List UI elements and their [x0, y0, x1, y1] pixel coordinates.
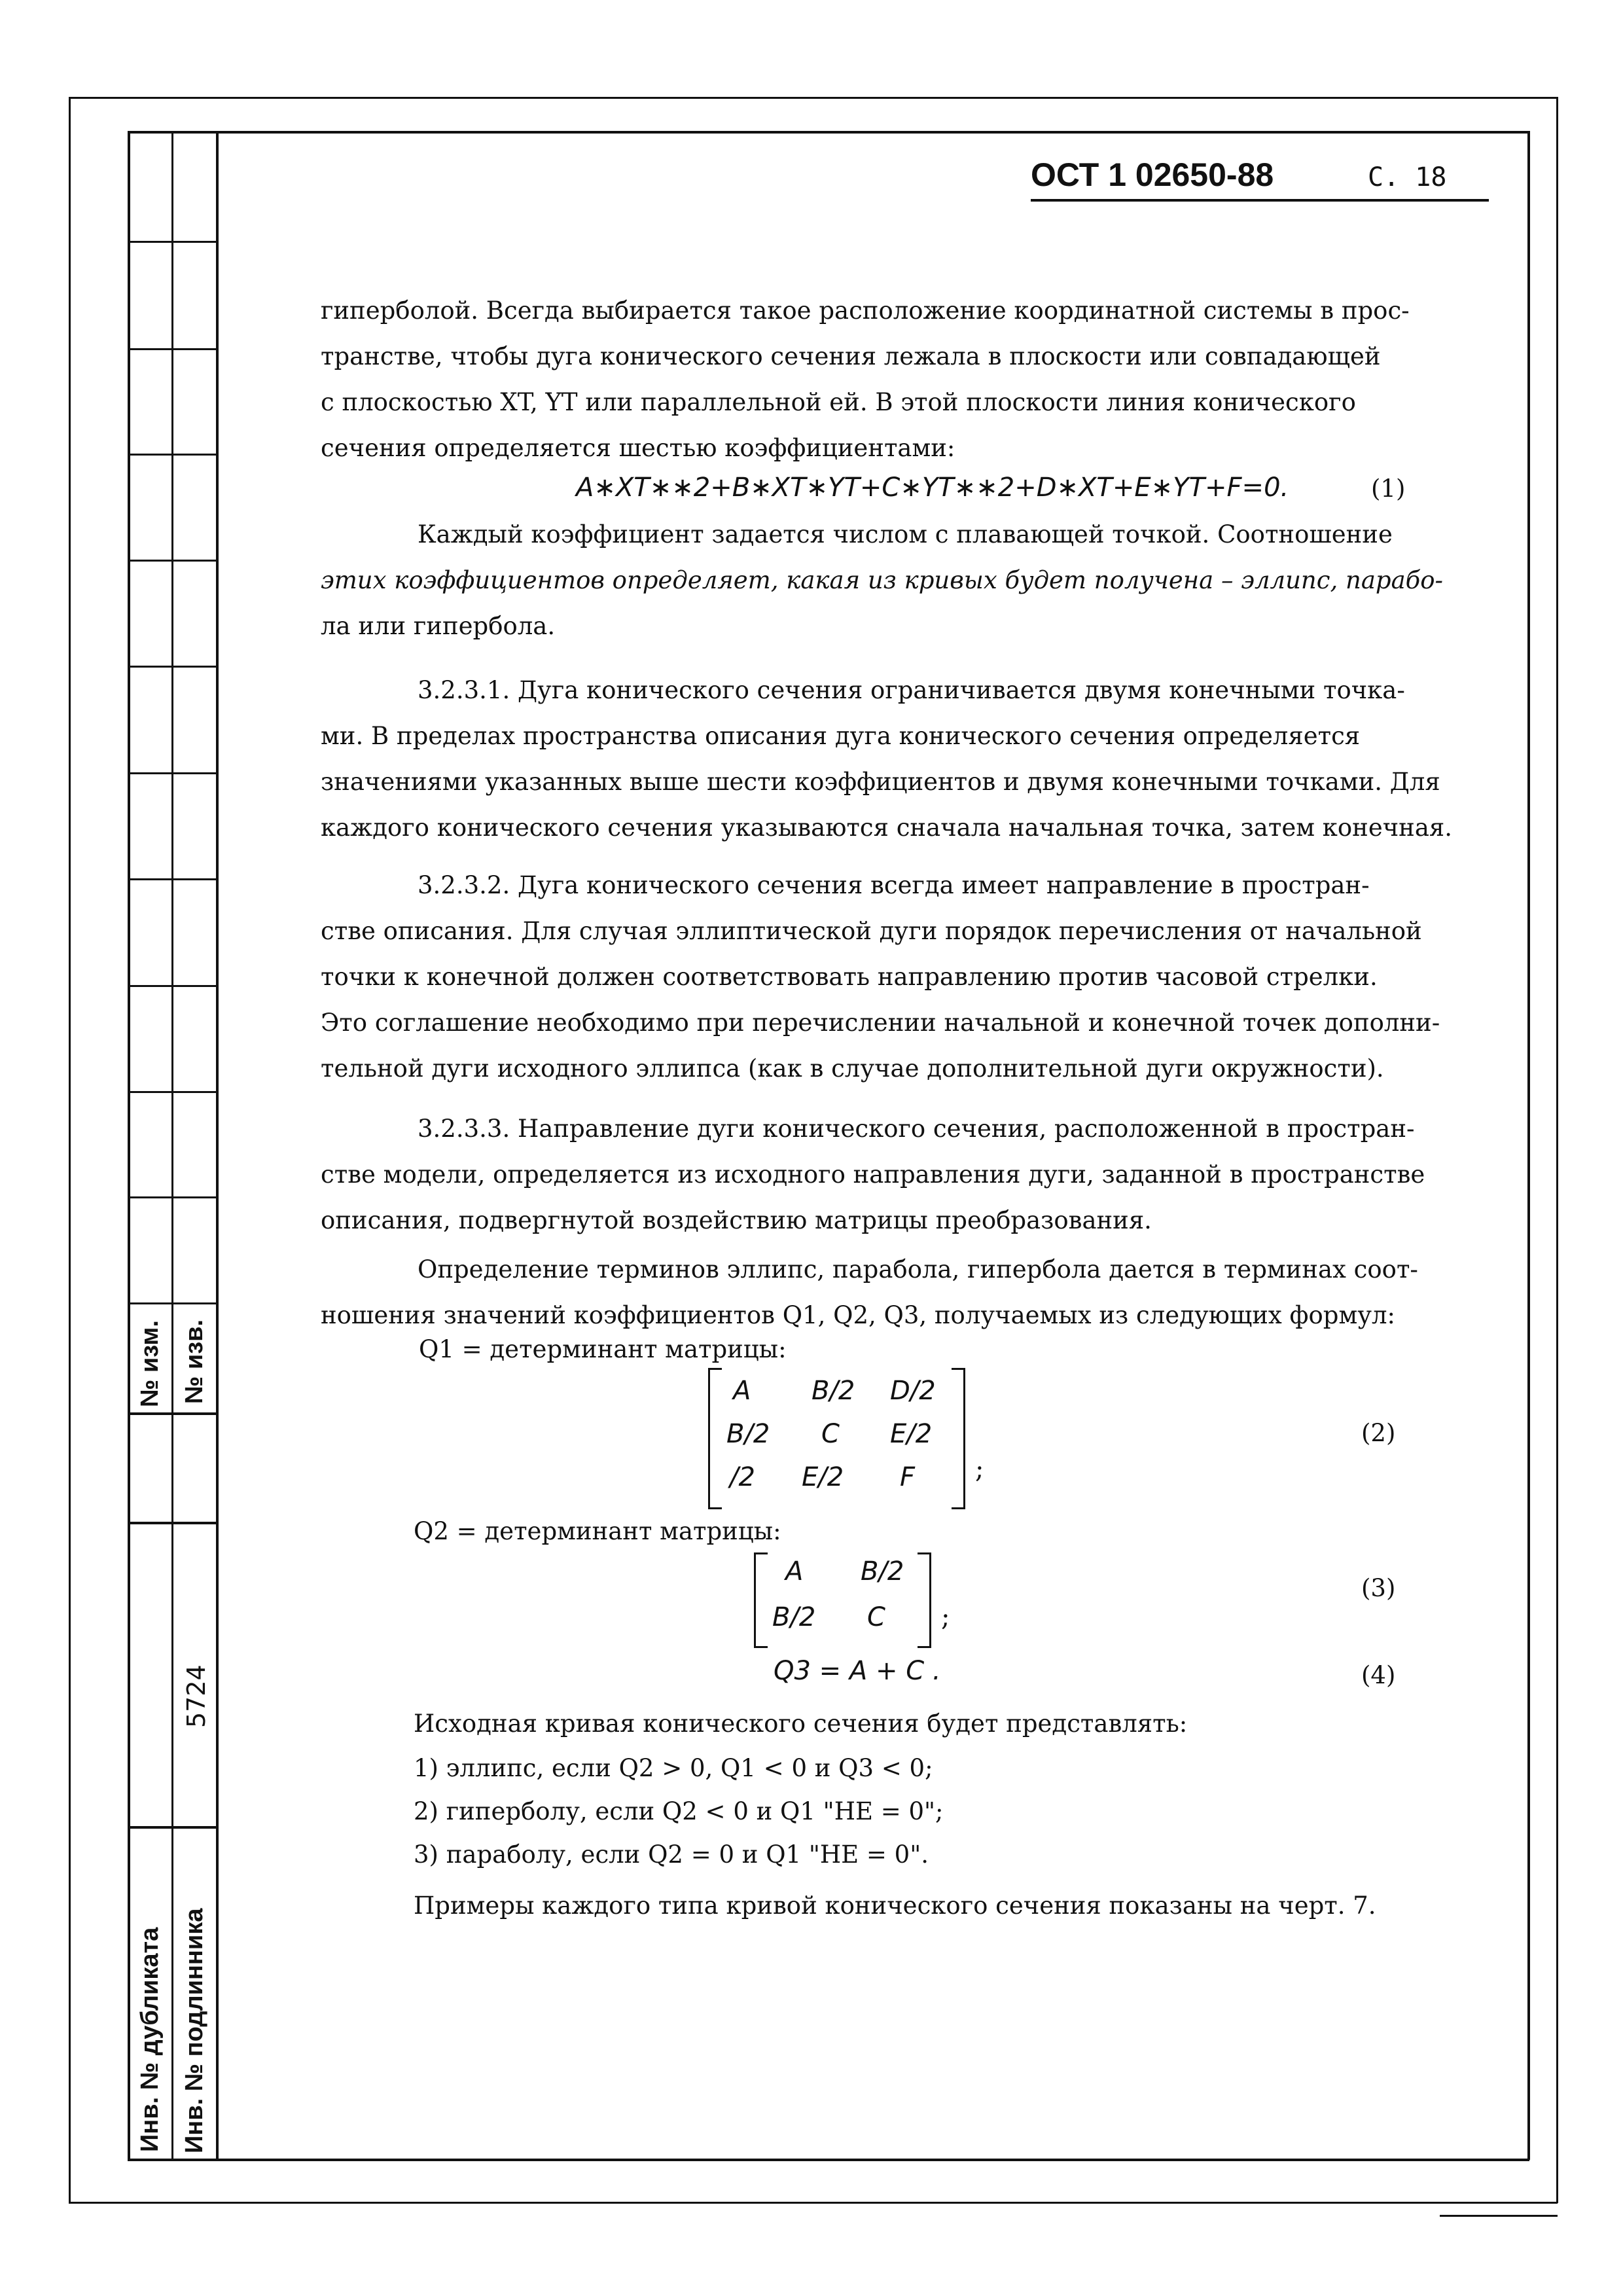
- side-grid: [128, 1196, 217, 1198]
- matrix-cell: B/2: [861, 1556, 904, 1587]
- matrix-cell: B/2: [726, 1419, 770, 1449]
- side-grid: [128, 666, 217, 668]
- outer-frame-bottom: [69, 2202, 1558, 2204]
- list-item: 1) эллипс, если Q2 > 0, Q1 < 0 и Q3 < 0;: [414, 1754, 933, 1782]
- side-grid: [128, 772, 217, 774]
- text-line: 3.2.3.2. Дуга конического сечения всегда имеет направление в простран-: [418, 871, 1370, 899]
- side-grid: [128, 241, 217, 243]
- equation-3-number: (3): [1361, 1574, 1396, 1602]
- curve-intro: Исходная кривая конического сечения будет представлять:: [414, 1710, 1188, 1738]
- text-line: ми. В пределах пространства описания дуга конического сечения определяется: [321, 722, 1361, 750]
- side-grid: [128, 560, 217, 562]
- text-line: ла или гипербола.: [321, 612, 556, 640]
- paragraph: [321, 668, 1453, 851]
- matrix-cell: C: [821, 1419, 840, 1449]
- matrix-cell: /2: [730, 1462, 755, 1492]
- matrix-cell: B/2: [812, 1376, 855, 1406]
- matrix-cell: F: [900, 1462, 916, 1492]
- matrix-1-terminator: ;: [975, 1454, 984, 1484]
- text-line: транстве, чтобы дуга конического сечения лежала в плоскости или совпадающей: [321, 342, 1381, 370]
- side-grid: [128, 1412, 217, 1415]
- matrix-1-right-bracket: [952, 1368, 965, 1509]
- side-number: 5724: [182, 1664, 211, 1728]
- q1-label: Q1 = детерминант матрицы:: [419, 1335, 787, 1363]
- side-grid: [128, 878, 217, 880]
- text-line: гиперболой. Всегда выбирается такое расположение координатной системы в прос-: [321, 296, 1410, 325]
- side-grid: [128, 1091, 217, 1093]
- equation-1-number: (1): [1371, 475, 1406, 503]
- matrix-2-right-bracket: [918, 1552, 931, 1648]
- text-line: тельной дуги исходного эллипса (как в случае дополнительной дуги окружности).: [321, 1054, 1384, 1083]
- list-item: 3) параболу, если Q2 = 0 и Q1 "HE = 0".: [414, 1840, 929, 1869]
- matrix-cell: A: [733, 1376, 751, 1406]
- side-grid: [128, 1302, 217, 1304]
- text-line: описания, подвергнутой воздействию матрицы преобразования.: [321, 1206, 1152, 1234]
- inner-frame-left: [128, 131, 130, 2160]
- text-line: стве описания. Для случая эллиптической дуги порядок перечисления от начальной: [321, 917, 1422, 945]
- closing-sentence: Примеры каждого типа кривой конического сечения показаны на черт. 7.: [414, 1892, 1376, 1920]
- side-grid: [128, 348, 217, 350]
- podl-label: Инв. № подлинника: [181, 1908, 208, 2153]
- text-line: 3.2.3.3. Направление дуги конического сечения, расположенной в простран-: [418, 1115, 1415, 1143]
- standard-code: ОСТ 1 02650-88: [1031, 156, 1274, 193]
- matrix-2-terminator: ;: [941, 1602, 950, 1632]
- izv-label: № изв.: [181, 1319, 208, 1404]
- inner-frame-divider-2: [216, 131, 219, 2160]
- header-underline: [1031, 199, 1489, 202]
- inner-frame-divider-1: [171, 131, 173, 2160]
- paragraph: [321, 288, 1446, 471]
- text-line: с плоскостью XT, YT или параллельной ей. В этой плоскости линия конического: [321, 388, 1356, 416]
- equation-4-number: (4): [1361, 1661, 1396, 1689]
- text-line: Определение терминов эллипс, парабола, гипербола дается в терминах соот-: [418, 1255, 1418, 1283]
- equation-4: Q3 = A + C .: [774, 1656, 941, 1686]
- text-line: 3.2.3.1. Дуга конического сечения ограничивается двумя конечными точка-: [418, 676, 1405, 704]
- paragraph: [321, 1247, 1446, 1338]
- matrix-cell: C: [867, 1602, 885, 1632]
- side-grid: [128, 985, 217, 987]
- text-line: точки к конечной должен соответствовать направлению против часовой стрелки.: [321, 963, 1378, 991]
- matrix-2-left-bracket: [754, 1552, 768, 1648]
- outer-frame-top: [69, 97, 1558, 99]
- paragraph: [321, 1106, 1446, 1244]
- page-number: С. 18: [1368, 162, 1447, 192]
- matrix-cell: D/2: [890, 1376, 936, 1406]
- matrix-cell: B/2: [772, 1602, 816, 1632]
- text-line: Это соглашение необходимо при перечислении начальной и конечной точек дополни-: [321, 1009, 1440, 1037]
- side-grid: [128, 1522, 217, 1524]
- text-line: стве модели, определяется из исходного направления дуги, заданной в пространстве: [321, 1160, 1425, 1189]
- matrix-cell: E/2: [890, 1419, 933, 1449]
- equation-2-number: (2): [1361, 1419, 1396, 1447]
- paragraph: [321, 863, 1446, 1092]
- equation-1: A∗XT∗∗2+B∗XT∗YT+C∗YT∗∗2+D∗XT+E∗YT+F=0.: [576, 473, 1289, 503]
- text-line: ношения значений коэффициентов Q1, Q2, Q3, получаемых из следующих формул:: [321, 1301, 1396, 1329]
- text-line: Каждый коэффициент задается числом с плавающей точкой. Соотношение: [418, 520, 1393, 548]
- text-line: этих коэффициентов определяет, какая из кривых будет получена – эллипс, парабо-: [321, 566, 1443, 594]
- side-grid: [128, 454, 217, 456]
- text-line: каждого конического сечения указываются сначала начальная точка, затем конечная.: [321, 814, 1453, 842]
- matrix-1-left-bracket: [708, 1368, 722, 1509]
- inner-frame-right: [1527, 131, 1530, 2160]
- text-line: значениями указанных выше шести коэффициентов и двумя конечными точками. Для: [321, 768, 1440, 796]
- text-line: сечения определяется шестью коэффициентами:: [321, 434, 955, 462]
- scan-mark-bottom: [1440, 2215, 1558, 2217]
- outer-frame-left: [69, 97, 71, 2203]
- side-grid: [128, 1826, 217, 1829]
- paragraph: [321, 512, 1446, 649]
- dubl-label: Инв. № дубликата: [136, 1927, 164, 2152]
- inner-frame-bottom: [128, 2159, 1529, 2161]
- matrix-cell: E/2: [802, 1462, 844, 1492]
- outer-frame-right: [1556, 97, 1558, 2203]
- q2-label: Q2 = детерминант матрицы:: [414, 1517, 781, 1545]
- inner-frame-top: [128, 131, 1528, 134]
- izm-label: № изм.: [136, 1320, 164, 1407]
- matrix-cell: A: [785, 1556, 804, 1587]
- list-item: 2) гиперболу, если Q2 < 0 и Q1 "HE = 0";: [414, 1797, 944, 1825]
